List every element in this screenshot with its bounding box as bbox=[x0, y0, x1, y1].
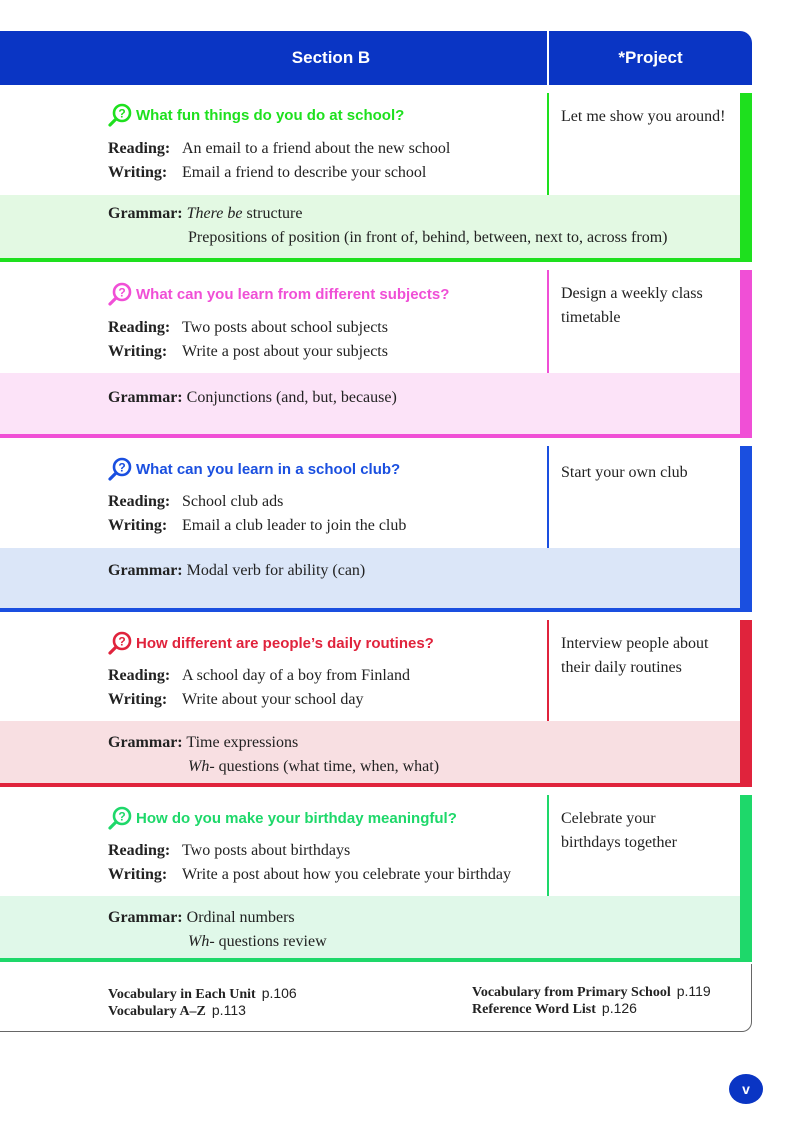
reading-label: Reading: bbox=[108, 493, 171, 510]
footer-link-page: p.113 bbox=[211, 1002, 246, 1018]
grammar-block bbox=[108, 202, 667, 250]
question-text: How different are people’s daily routines? bbox=[136, 634, 434, 652]
footer-link[interactable] bbox=[472, 983, 711, 1001]
reading-text: School club ads bbox=[182, 493, 284, 510]
unit-row bbox=[0, 787, 752, 962]
writing-label: Writing: bbox=[108, 164, 168, 181]
reading-text: Two posts about school subjects bbox=[182, 319, 388, 336]
writing-label: Writing: bbox=[108, 343, 168, 360]
writing-label: Writing: bbox=[108, 866, 168, 883]
grammar-label: Grammar: bbox=[108, 562, 183, 579]
grammar-block bbox=[108, 731, 439, 779]
footer-link-page: p.126 bbox=[601, 1000, 637, 1016]
writing-line bbox=[108, 866, 511, 884]
footer-link-title: Vocabulary in Each Unit bbox=[108, 987, 256, 1002]
unit-question bbox=[108, 103, 404, 127]
unit-row bbox=[0, 262, 752, 438]
project-heading: *Project bbox=[618, 48, 683, 67]
unit-row bbox=[0, 85, 752, 262]
reading-line bbox=[108, 319, 388, 337]
writing-label: Writing: bbox=[108, 691, 168, 708]
grammar-text: Modal verb for ability (can) bbox=[186, 562, 366, 579]
unit-row bbox=[0, 438, 752, 612]
grammar-italic: There be bbox=[186, 205, 243, 222]
writing-text: Email a friend to describe your school bbox=[182, 164, 427, 181]
reading-label: Reading: bbox=[108, 140, 171, 157]
grammar-text: structure bbox=[242, 205, 303, 222]
grammar-text: Time expressions bbox=[186, 734, 299, 751]
question-text: What fun things do you do at school? bbox=[136, 106, 405, 124]
unit-row bbox=[0, 612, 752, 787]
footer-link[interactable] bbox=[108, 1002, 246, 1020]
footer-link-page: p.119 bbox=[676, 983, 711, 999]
grammar-text: Ordinal numbers bbox=[186, 909, 295, 926]
footer-link-title: Vocabulary from Primary School bbox=[472, 985, 671, 1000]
project-text: Design a weekly class timetable bbox=[561, 285, 703, 326]
writing-text: Write a post about your subjects bbox=[182, 343, 388, 360]
reading-label: Reading: bbox=[108, 319, 171, 336]
magnifier-question-icon bbox=[108, 806, 132, 830]
reading-text: An email to a friend about the new school bbox=[182, 140, 451, 157]
project-text: Start your own club bbox=[561, 464, 688, 481]
writing-line bbox=[108, 691, 364, 709]
project-text: Celebrate your birthdays together bbox=[561, 810, 677, 851]
svg-text:?: ? bbox=[118, 285, 126, 300]
grammar-label: Grammar: bbox=[108, 909, 183, 926]
unit-question bbox=[108, 806, 457, 830]
grammar-block bbox=[108, 906, 327, 954]
footer-link-title: Reference Word List bbox=[472, 1002, 596, 1017]
grammar-italic: Wh- bbox=[188, 758, 215, 775]
unit-color-bar bbox=[740, 446, 752, 612]
column-divider bbox=[547, 93, 549, 195]
question-text: How do you make your birthday meaningful? bbox=[136, 809, 457, 827]
table-header bbox=[0, 31, 752, 85]
grammar-text: questions (what time, when, what) bbox=[214, 758, 440, 775]
project-text: Interview people about their daily routines bbox=[561, 635, 709, 676]
svg-text:?: ? bbox=[118, 106, 126, 121]
unit-question bbox=[108, 282, 449, 306]
writing-text: Write about your school day bbox=[182, 691, 364, 708]
unit-bottom-line bbox=[0, 958, 752, 962]
section-b-heading: Section B bbox=[291, 48, 371, 67]
grammar-italic: Wh- bbox=[188, 933, 215, 950]
unit-question bbox=[108, 631, 434, 655]
unit-question bbox=[108, 457, 400, 481]
grammar-block bbox=[108, 559, 365, 583]
footer-link-page: p.106 bbox=[261, 985, 297, 1001]
reading-text: Two posts about birthdays bbox=[182, 842, 351, 859]
reading-label: Reading: bbox=[108, 842, 171, 859]
reading-label: Reading: bbox=[108, 667, 171, 684]
magnifier-question-icon bbox=[108, 282, 132, 306]
reading-line bbox=[108, 140, 450, 158]
footer-link[interactable] bbox=[108, 985, 297, 1003]
column-divider bbox=[547, 446, 549, 548]
svg-text:?: ? bbox=[118, 809, 126, 824]
writing-line bbox=[108, 343, 388, 361]
writing-line bbox=[108, 164, 426, 182]
writing-line bbox=[108, 517, 406, 535]
grammar-label: Grammar: bbox=[108, 734, 183, 751]
grammar-text: Conjunctions (and, but, because) bbox=[186, 389, 397, 406]
column-divider bbox=[547, 620, 549, 721]
footer-link[interactable] bbox=[472, 1000, 637, 1018]
magnifier-question-icon bbox=[108, 631, 132, 655]
unit-color-bar bbox=[740, 620, 752, 787]
grammar-label: Grammar: bbox=[108, 389, 183, 406]
grammar-block bbox=[108, 386, 397, 410]
column-divider bbox=[547, 270, 549, 373]
footer-link-title: Vocabulary A–Z bbox=[108, 1004, 206, 1019]
page-number: v bbox=[729, 1074, 763, 1104]
unit-color-bar bbox=[740, 270, 752, 438]
grammar-text: questions review bbox=[214, 933, 327, 950]
writing-label: Writing: bbox=[108, 517, 168, 534]
svg-text:?: ? bbox=[118, 634, 126, 649]
writing-text: Write a post about how you celebrate your birthday bbox=[182, 866, 512, 883]
grammar-label: Grammar: bbox=[108, 205, 183, 222]
reading-text: A school day of a boy from Finland bbox=[182, 667, 410, 684]
magnifier-question-icon bbox=[108, 457, 132, 481]
reading-line bbox=[108, 842, 350, 860]
writing-text: Email a club leader to join the club bbox=[182, 517, 407, 534]
unit-color-bar bbox=[740, 795, 752, 962]
question-text: What can you learn from different subjects? bbox=[136, 285, 450, 303]
reading-line bbox=[108, 667, 410, 685]
question-text: What can you learn in a school club? bbox=[136, 460, 401, 478]
column-divider bbox=[547, 795, 549, 896]
project-text: Let me show you around! bbox=[561, 108, 726, 125]
grammar-text: Prepositions of position (in front of, behind, between, next to, across from) bbox=[188, 229, 668, 246]
svg-text:?: ? bbox=[118, 460, 126, 475]
magnifier-question-icon bbox=[108, 103, 132, 127]
reading-line bbox=[108, 493, 283, 511]
